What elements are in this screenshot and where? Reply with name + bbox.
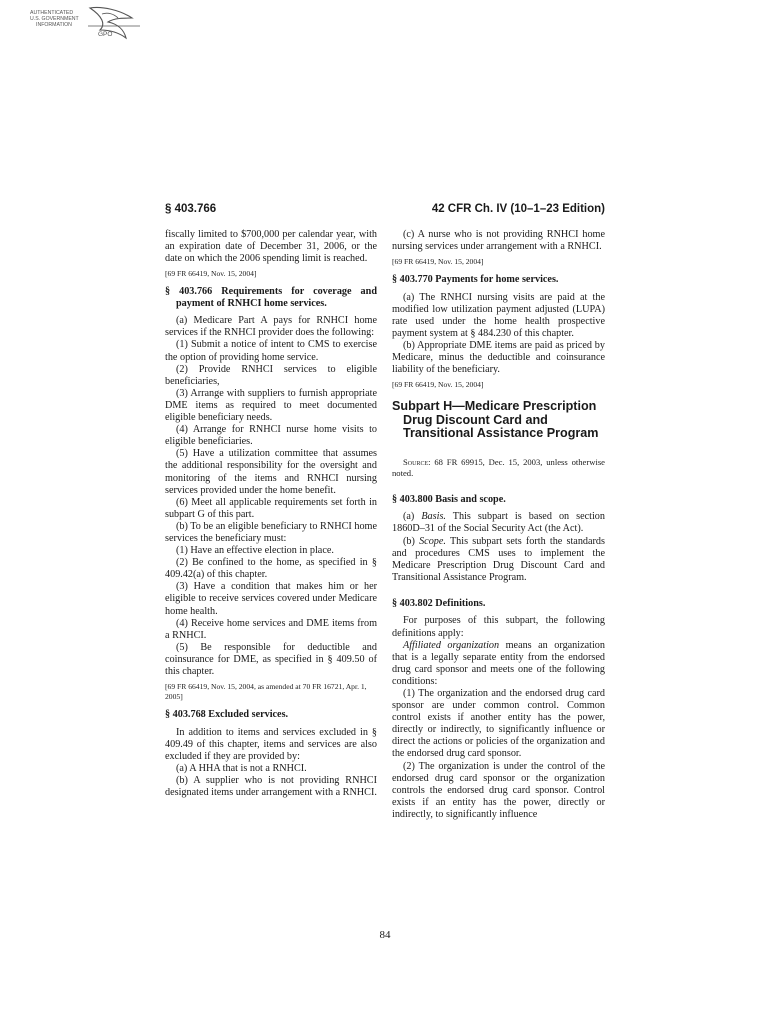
- term: Affiliated organization: [403, 639, 500, 651]
- source-text: 68 FR 69915, Dec. 15, 2003, unless otherwise noted.: [392, 456, 605, 478]
- paragraph: (4) Receive home services and DME items from a RNHCI.: [165, 617, 377, 641]
- paragraph: (1) The organization and the endorsed drug card sponsor are under common control. Common control exists if another entity has the power, directly or indirectly, to significantly influence or direct the actions or policies of the organization and the endorsed drug card sponsor.: [392, 687, 605, 760]
- paragraph: In addition to items and services excluded in § 409.49 of this chapter, items and services are also excluded if they are provided by:: [165, 726, 377, 762]
- paragraph: [392, 640, 605, 688]
- label: (a): [403, 511, 422, 523]
- gpo-authentication-logo: [28, 4, 146, 44]
- text: This subpart is based on section 1860D–31 of the Social Security Act (the Act).: [392, 511, 605, 535]
- paragraph: (a) The RNHCI nursing visits are paid at the modified low utilization payment adjusted (LUPA) rate used under the home health prospective payment system at § 484.230 of this chapter.: [392, 291, 605, 339]
- paragraph: (2) The organization is under the control of the endorsed drug card sponsor or the organization controls the endorsed drug card sponsor. Control exists if an entity has the power, directly or indirectly, to significantly influence: [392, 760, 605, 820]
- citation: [69 FR 66419, Nov. 15, 2004]: [165, 269, 257, 279]
- section-heading-403-802: § 403.802 Definitions.: [392, 597, 486, 609]
- paragraph: (1) Submit a notice of intent to CMS to exercise the option of providing home service.: [165, 339, 377, 363]
- paragraph: [392, 511, 605, 535]
- logo-abbr: GPO: [98, 31, 113, 38]
- label: (b): [403, 535, 420, 547]
- source-label: Source:: [403, 456, 431, 467]
- paragraph: (3) Arrange with suppliers to furnish appropriate DME items as required to meet documented eligible beneficiary needs.: [165, 387, 377, 424]
- header-section-number: § 403.766: [165, 203, 217, 215]
- section-heading-403-800: § 403.800 Basis and scope.: [392, 493, 506, 505]
- paragraph: (5) Be responsible for deductible and coinsurance for DME, as specified in § 409.50 of this chapter.: [165, 641, 377, 677]
- section-heading-403-766: § 403.766 Requirements for coverage and payment of RNHCI home services.: [165, 286, 377, 309]
- term: Scope.: [419, 535, 446, 547]
- paragraph: (a) A HHA that is not a RNHCI.: [176, 762, 307, 774]
- paragraph: (1) Have an effective election in place.: [176, 545, 334, 557]
- subpart-heading: Subpart H—Medicare Prescription Drug Discount Card and Transitional Assistance Program: [392, 399, 599, 441]
- right-column: [392, 229, 605, 821]
- logo-line-1: AUTHENTICATED: [30, 10, 74, 16]
- left-column: [165, 229, 377, 799]
- paragraph: (a) Medicare Part A pays for RNHCI home services if the RNHCI provider does the following:: [165, 315, 377, 339]
- source-note: [392, 457, 605, 479]
- header-edition: 42 CFR Ch. IV (10–1–23 Edition): [431, 203, 605, 215]
- eagle-icon: [28, 4, 146, 44]
- section-heading-403-768: § 403.768 Excluded services.: [165, 709, 289, 721]
- citation: [69 FR 66419, Nov. 15, 2004]: [392, 380, 484, 390]
- text: This subpart sets forth the standards and procedures CMS uses to implement the Medicare Prescription Drug Discount Card and Transitional Assistance Program.: [392, 535, 605, 583]
- term: Basis.: [421, 511, 446, 523]
- paragraph: (2) Be confined to the home, as specified in § 409.42(a) of this chapter.: [165, 557, 377, 581]
- paragraph: [392, 536, 605, 584]
- logo-line-3: INFORMATION: [36, 22, 72, 28]
- paragraph: (3) Have a condition that makes him or her eligible to receive services covered under Medicare home health.: [165, 581, 377, 617]
- page-number: 84: [379, 929, 391, 941]
- logo-line-2: U.S. GOVERNMENT: [30, 16, 79, 22]
- paragraph: (4) Arrange for RNHCI nurse home visits to eligible beneficiaries.: [165, 424, 377, 448]
- citation: [69 FR 66419, Nov. 15, 2004, as amended at 70 FR 16721, Apr. 1, 2005]: [165, 682, 367, 702]
- section-heading-403-770: § 403.770 Payments for home services.: [392, 274, 559, 286]
- running-head: [165, 203, 605, 219]
- paragraph: (5) Have a utilization committee that assumes the additional responsibility for the oversight and monitoring of the items and RNHCI nursing services provided under the home benefit.: [165, 448, 377, 496]
- paragraph: For purposes of this subpart, the following definitions apply:: [392, 615, 605, 639]
- paragraph: (b) A supplier who is not providing RNHCI designated items under arrangement with a RNHCI.: [165, 774, 377, 799]
- paragraph: fiscally limited to $700,000 per calendar year, with an expiration date of December 31, 2006, or the date on which the 2006 spending limit is reached.: [165, 229, 377, 265]
- paragraph: (c) A nurse who is not providing RNHCI home nursing services under arrangement with a RNHCI.: [392, 229, 605, 253]
- citation: [69 FR 66419, Nov. 15, 2004]: [392, 257, 484, 267]
- paragraph: (2) Provide RNHCI services to eligible beneficiaries,: [165, 363, 377, 387]
- paragraph: (b) To be an eligible beneficiary to RNHCI home services the beneficiary must:: [165, 520, 377, 544]
- paragraph: (6) Meet all applicable requirements set forth in subpart G of this part.: [165, 496, 377, 520]
- paragraph: (b) Appropriate DME items are paid as priced by Medicare, minus the deductible and coinsurance liability of the beneficiary.: [392, 340, 605, 376]
- text: means an organization that is a legally separate entity from the endorsed drug card sponsor and meets one of the following conditions:: [392, 639, 605, 687]
